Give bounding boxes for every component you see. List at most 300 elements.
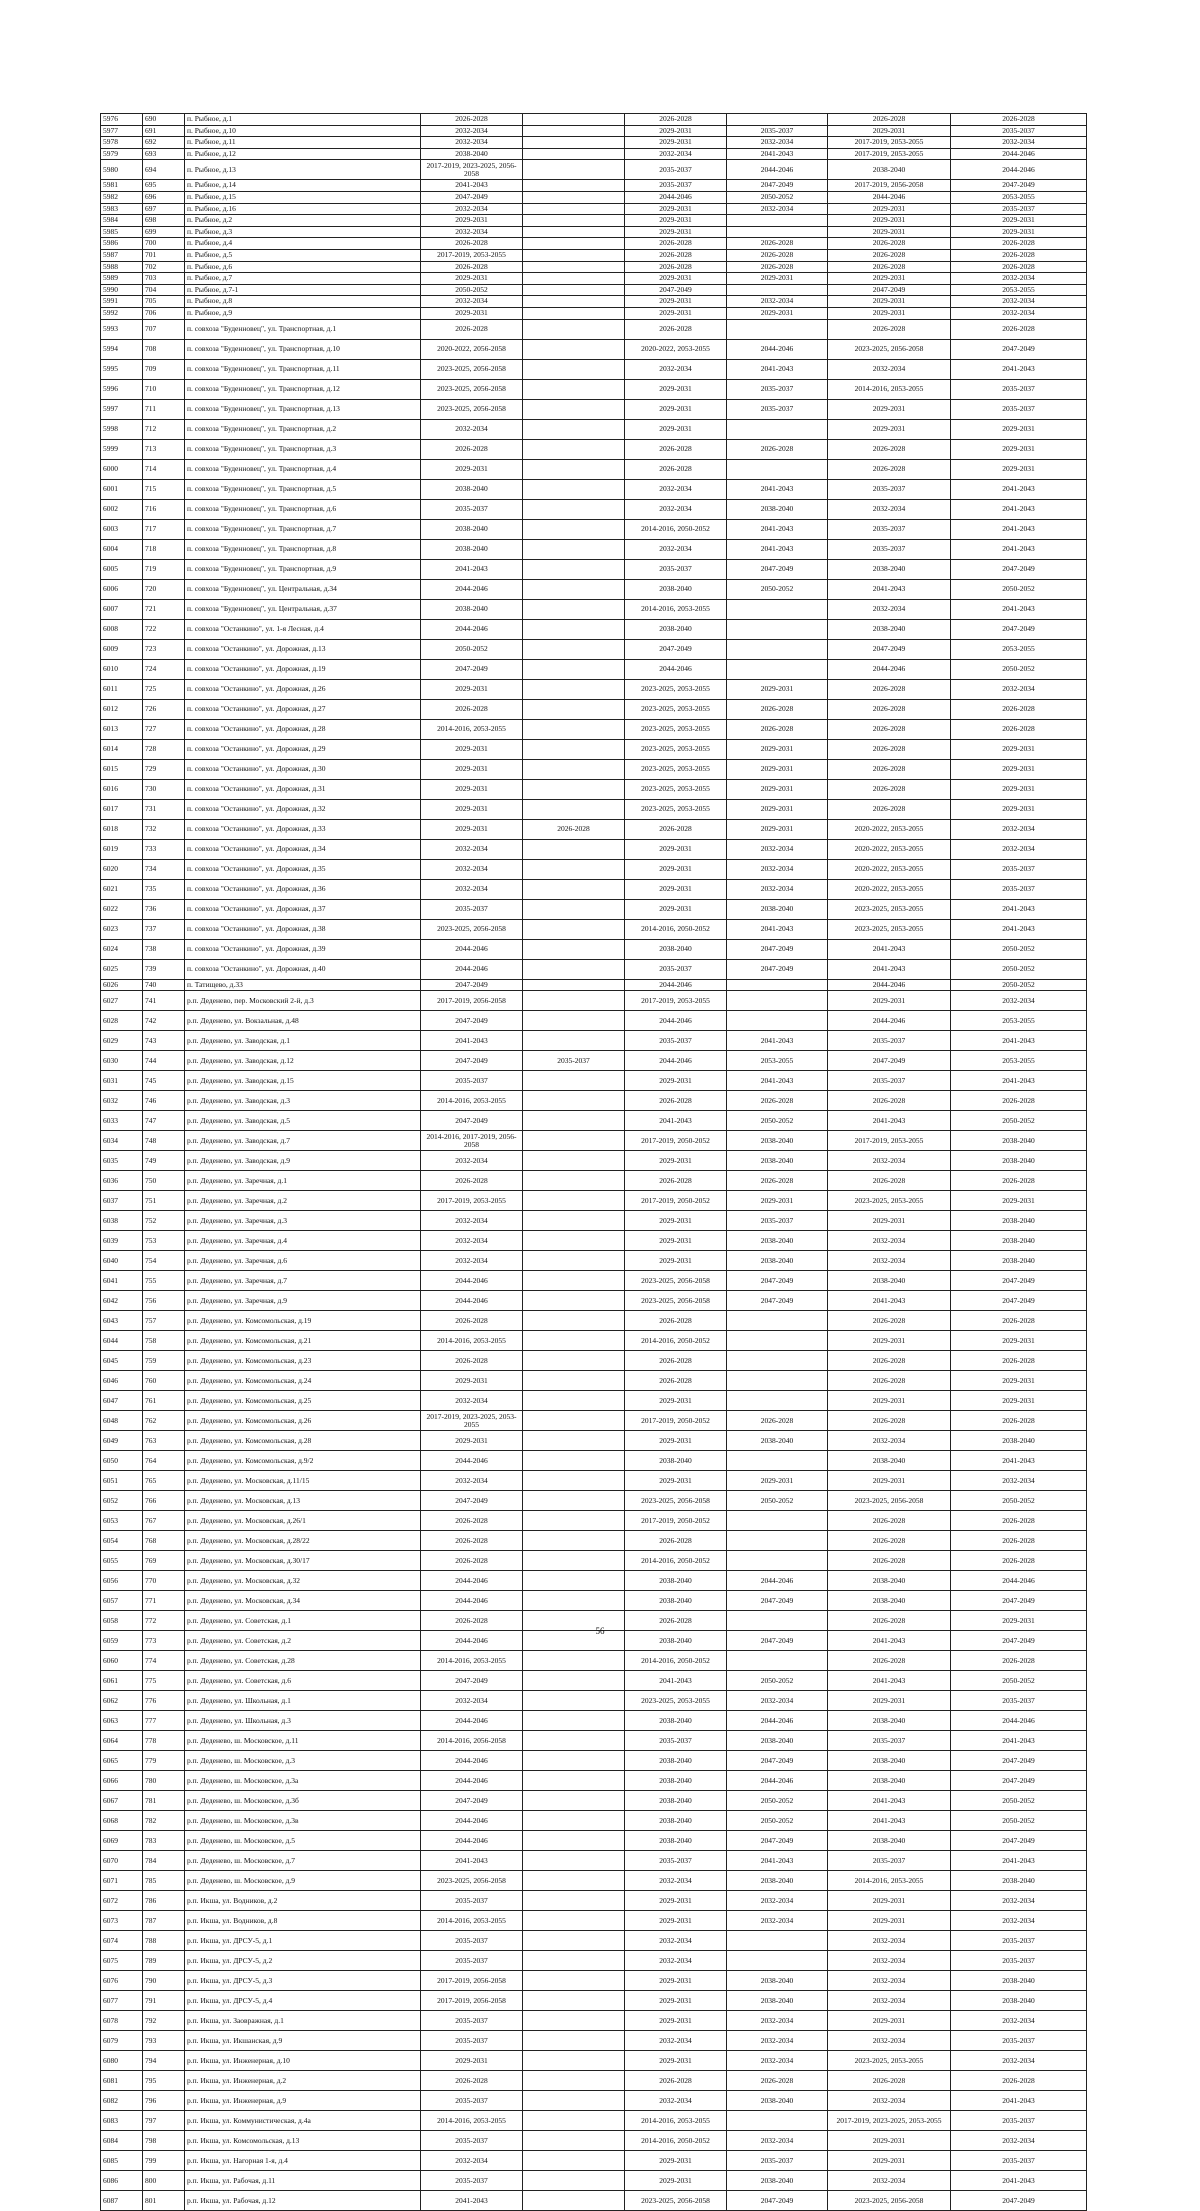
period-col-5-cell: 2029-2031 [828,2011,951,2031]
period-col-5-cell: 2035-2037 [828,1031,951,1051]
address-cell: р.п. Икша, ул. Коммунистическая, д.4а [185,2111,421,2131]
period-col-4-cell [727,1951,828,1971]
row-number-cell: 5995 [101,359,143,379]
period-col-5-cell: 2023-2025, 2056-2058 [828,1491,951,1511]
period-col-6-cell: 2029-2031 [951,779,1087,799]
period-col-1-cell: 2038-2040 [421,599,523,619]
period-col-6-cell: 2041-2043 [951,1451,1087,1471]
period-col-2-cell [523,979,625,991]
period-col-5-cell: 2026-2028 [828,114,951,126]
period-col-1-cell: 2044-2046 [421,579,523,599]
row-number-cell: 6017 [101,799,143,819]
period-col-5-cell: 2026-2028 [828,1311,951,1331]
item-number-cell: 797 [143,2111,185,2131]
period-col-6-cell: 2035-2037 [951,125,1087,137]
row-number-cell: 6021 [101,879,143,899]
table-row [101,1231,1087,1251]
period-col-3-cell: 2035-2037 [625,160,727,180]
row-number-cell: 6011 [101,679,143,699]
row-number-cell: 6000 [101,459,143,479]
period-col-5-cell: 2029-2031 [828,1471,951,1491]
period-col-3-cell: 2038-2040 [625,1811,727,1831]
period-col-6-cell: 2044-2046 [951,160,1087,180]
period-col-6-cell: 2047-2049 [951,1771,1087,1791]
period-col-2-cell [523,226,625,238]
table-row [101,979,1087,991]
period-col-4-cell: 2035-2037 [727,2151,828,2171]
period-col-1-cell: 2047-2049 [421,979,523,991]
item-number-cell: 782 [143,1811,185,1831]
item-number-cell: 799 [143,2151,185,2171]
period-col-1-cell: 2026-2028 [421,1531,523,1551]
period-col-5-cell: 2032-2034 [828,359,951,379]
address-cell: п. совхоза "Останкино", ул. Дорожная, д.13 [185,639,421,659]
period-col-2-cell [523,137,625,149]
row-number-cell: 6013 [101,719,143,739]
period-col-5-cell: 2032-2034 [828,499,951,519]
period-col-4-cell: 2038-2040 [727,1251,828,1271]
item-number-cell: 726 [143,699,185,719]
period-col-6-cell: 2026-2028 [951,1091,1087,1111]
period-col-6-cell: 2047-2049 [951,2191,1087,2211]
period-col-5-cell: 2014-2016, 2053-2055 [828,379,951,399]
period-col-3-cell: 2038-2040 [625,1791,727,1811]
table-row [101,479,1087,499]
period-col-4-cell [727,1311,828,1331]
period-col-3-cell: 2014-2016, 2050-2052 [625,1551,727,1571]
period-col-1-cell: 2014-2016, 2056-2058 [421,1731,523,1751]
item-number-cell: 707 [143,319,185,339]
period-col-3-cell: 2029-2031 [625,1471,727,1491]
period-col-5-cell: 2032-2034 [828,1991,951,2011]
table-row [101,180,1087,192]
table-row [101,125,1087,137]
period-col-6-cell: 2026-2028 [951,1531,1087,1551]
registry-sheet [100,113,1086,2211]
table-row [101,799,1087,819]
period-col-3-cell: 2023-2025, 2053-2055 [625,799,727,819]
period-col-3-cell: 2029-2031 [625,1151,727,1171]
row-number-cell: 6022 [101,899,143,919]
row-number-cell: 6064 [101,1731,143,1751]
period-col-1-cell: 2014-2016, 2053-2055 [421,1331,523,1351]
period-col-4-cell: 2032-2034 [727,859,828,879]
address-cell: р.п. Икша, ул. ДРСУ-5, д.1 [185,1931,421,1951]
period-col-2-cell [523,399,625,419]
period-col-4-cell: 2044-2046 [727,1771,828,1791]
table-row [101,1291,1087,1311]
period-col-5-cell: 2047-2049 [828,284,951,296]
table-row [101,203,1087,215]
period-col-5-cell: 2038-2040 [828,1771,951,1791]
period-col-6-cell: 2038-2040 [951,1431,1087,1451]
period-col-2-cell [523,1471,625,1491]
period-col-3-cell: 2017-2019, 2050-2052 [625,1131,727,1151]
address-cell: п. совхоза "Останкино", ул. Дорожная, д.29 [185,739,421,759]
table-row [101,296,1087,308]
address-cell: п. совхоза "Останкино", ул. Дорожная, д.37 [185,899,421,919]
period-col-2-cell [523,499,625,519]
period-col-5-cell: 2032-2034 [828,1251,951,1271]
row-number-cell: 6030 [101,1051,143,1071]
address-cell: р.п. Деденево, ул. Заречная, д.7 [185,1271,421,1291]
period-col-3-cell: 2029-2031 [625,1251,727,1271]
period-col-3-cell: 2029-2031 [625,1431,727,1451]
period-col-2-cell [523,125,625,137]
period-col-5-cell: 2026-2028 [828,679,951,699]
period-col-3-cell: 2029-2031 [625,125,727,137]
period-col-6-cell: 2050-2052 [951,939,1087,959]
period-col-6-cell: 2026-2028 [951,1171,1087,1191]
item-number-cell: 778 [143,1731,185,1751]
period-col-1-cell: 2029-2031 [421,1371,523,1391]
period-col-6-cell: 2035-2037 [951,379,1087,399]
row-number-cell: 6074 [101,1931,143,1951]
item-number-cell: 793 [143,2031,185,2051]
period-col-6-cell: 2041-2043 [951,539,1087,559]
period-col-2-cell [523,1411,625,1431]
row-number-cell: 6073 [101,1911,143,1931]
period-col-6-cell: 2047-2049 [951,1291,1087,1311]
item-number-cell: 763 [143,1431,185,1451]
period-col-1-cell: 2029-2031 [421,739,523,759]
address-cell: п. совхоза "Буденновец", ул. Транспортная, д.12 [185,379,421,399]
period-col-5-cell: 2038-2040 [828,619,951,639]
table-row [101,249,1087,261]
table-row [101,539,1087,559]
period-col-1-cell: 2041-2043 [421,2191,523,2211]
registry-body [101,114,1087,2211]
period-col-6-cell: 2029-2031 [951,1371,1087,1391]
period-col-2-cell [523,339,625,359]
period-col-1-cell: 2035-2037 [421,2011,523,2031]
row-number-cell: 6014 [101,739,143,759]
period-col-3-cell: 2029-2031 [625,273,727,285]
period-col-2-cell [523,739,625,759]
period-col-4-cell [727,226,828,238]
period-col-3-cell: 2026-2028 [625,261,727,273]
period-col-5-cell: 2026-2028 [828,699,951,719]
item-number-cell: 751 [143,1191,185,1211]
row-number-cell: 6028 [101,1011,143,1031]
period-col-4-cell: 2029-2031 [727,819,828,839]
period-col-5-cell: 2026-2028 [828,1651,951,1671]
period-col-6-cell: 2029-2031 [951,739,1087,759]
period-col-1-cell: 2044-2046 [421,1711,523,1731]
period-col-2-cell [523,1451,625,1471]
period-col-2-cell [523,160,625,180]
period-col-3-cell: 2038-2040 [625,619,727,639]
period-col-4-cell: 2032-2034 [727,296,828,308]
table-row [101,599,1087,619]
period-col-6-cell: 2029-2031 [951,226,1087,238]
period-col-5-cell: 2029-2031 [828,1391,951,1411]
row-number-cell: 6039 [101,1231,143,1251]
period-col-1-cell: 2026-2028 [421,439,523,459]
table-row [101,1431,1087,1451]
period-col-6-cell: 2041-2043 [951,2171,1087,2191]
address-cell: р.п. Деденево, ул. Советская, д.2 [185,1631,421,1651]
address-cell: р.п. Деденево, ул. Школьная, д.1 [185,1691,421,1711]
period-col-5-cell: 2029-2031 [828,307,951,319]
period-col-6-cell: 2026-2028 [951,261,1087,273]
period-col-5-cell: 2032-2034 [828,599,951,619]
item-number-cell: 800 [143,2171,185,2191]
row-number-cell: 6006 [101,579,143,599]
period-col-3-cell: 2026-2028 [625,114,727,126]
row-number-cell: 6024 [101,939,143,959]
period-col-6-cell: 2038-2040 [951,1991,1087,2011]
period-col-3-cell: 2044-2046 [625,659,727,679]
period-col-1-cell: 2047-2049 [421,1671,523,1691]
item-number-cell: 715 [143,479,185,499]
item-number-cell: 703 [143,273,185,285]
period-col-5-cell: 2026-2028 [828,779,951,799]
period-col-5-cell: 2041-2043 [828,579,951,599]
period-col-1-cell: 2050-2052 [421,284,523,296]
period-col-3-cell: 2029-2031 [625,1911,727,1931]
table-row [101,1771,1087,1791]
period-col-3-cell: 2029-2031 [625,1391,727,1411]
period-col-4-cell: 2032-2034 [727,2131,828,2151]
period-col-5-cell: 2029-2031 [828,1911,951,1931]
period-col-4-cell: 2029-2031 [727,1191,828,1211]
period-col-2-cell [523,1691,625,1711]
period-col-2-cell [523,1351,625,1371]
item-number-cell: 787 [143,1911,185,1931]
table-row [101,114,1087,126]
period-col-6-cell: 2029-2031 [951,1331,1087,1351]
table-row [101,879,1087,899]
period-col-5-cell: 2029-2031 [828,399,951,419]
period-col-1-cell: 2032-2034 [421,1471,523,1491]
address-cell: п. Рыбное, д.13 [185,160,421,180]
row-number-cell: 5976 [101,114,143,126]
item-number-cell: 760 [143,1371,185,1391]
period-col-4-cell: 2032-2034 [727,203,828,215]
period-col-2-cell [523,779,625,799]
period-col-3-cell: 2047-2049 [625,284,727,296]
period-col-5-cell: 2026-2028 [828,2071,951,2091]
period-col-6-cell: 2053-2055 [951,1011,1087,1031]
period-col-3-cell: 2017-2019, 2050-2052 [625,1191,727,1211]
period-col-2-cell [523,639,625,659]
period-col-3-cell: 2032-2034 [625,1951,727,1971]
period-col-6-cell: 2050-2052 [951,959,1087,979]
period-col-1-cell: 2023-2025, 2056-2058 [421,399,523,419]
address-cell: р.п. Деденево, ул. Заводская, д.1 [185,1031,421,1051]
item-number-cell: 767 [143,1511,185,1531]
row-number-cell: 5997 [101,399,143,419]
period-col-3-cell: 2014-2016, 2053-2055 [625,599,727,619]
table-row [101,1031,1087,1051]
period-col-2-cell [523,1771,625,1791]
row-number-cell: 6025 [101,959,143,979]
item-number-cell: 724 [143,659,185,679]
table-row [101,226,1087,238]
period-col-3-cell: 2041-2043 [625,1671,727,1691]
period-col-1-cell: 2017-2019, 2053-2055 [421,249,523,261]
address-cell: п. совхоза "Буденновец", ул. Транспортная, д.1 [185,319,421,339]
period-col-2-cell [523,2071,625,2091]
address-cell: р.п. Деденево, ул. Советская, д.28 [185,1651,421,1671]
period-col-5-cell: 2032-2034 [828,2031,951,2051]
table-row [101,1911,1087,1931]
table-row [101,137,1087,149]
row-number-cell: 6060 [101,1651,143,1671]
row-number-cell: 5985 [101,226,143,238]
period-col-3-cell: 2035-2037 [625,180,727,192]
item-number-cell: 780 [143,1771,185,1791]
table-row [101,379,1087,399]
period-col-1-cell: 2026-2028 [421,1351,523,1371]
period-col-6-cell: 2041-2043 [951,1071,1087,1091]
table-row [101,1471,1087,1491]
table-row [101,1751,1087,1771]
table-row [101,2011,1087,2031]
address-cell: р.п. Деденево, ул. Советская, д.1 [185,1611,421,1631]
period-col-5-cell: 2038-2040 [828,1451,951,1471]
period-col-5-cell: 2035-2037 [828,1071,951,1091]
period-col-1-cell: 2017-2019, 2023-2025, 2056-2058 [421,160,523,180]
address-cell: р.п. Икша, ул. Инженерная, д.2 [185,2071,421,2091]
table-row [101,679,1087,699]
table-row [101,215,1087,227]
period-col-1-cell: 2032-2034 [421,1151,523,1171]
period-col-4-cell [727,1391,828,1411]
item-number-cell: 706 [143,307,185,319]
period-col-5-cell: 2023-2025, 2053-2055 [828,2051,951,2071]
period-col-6-cell: 2026-2028 [951,1351,1087,1371]
period-col-6-cell: 2029-2031 [951,439,1087,459]
period-col-4-cell: 2026-2028 [727,1411,828,1431]
period-col-6-cell: 2032-2034 [951,679,1087,699]
period-col-3-cell: 2029-2031 [625,839,727,859]
table-row [101,1191,1087,1211]
address-cell: р.п. Деденево, ш. Московское, д.11 [185,1731,421,1751]
period-col-2-cell [523,1811,625,1831]
item-number-cell: 771 [143,1591,185,1611]
period-col-5-cell: 2026-2028 [828,439,951,459]
period-col-3-cell: 2029-2031 [625,399,727,419]
period-col-2-cell [523,203,625,215]
table-row [101,759,1087,779]
period-col-3-cell: 2035-2037 [625,559,727,579]
period-col-6-cell: 2050-2052 [951,1111,1087,1131]
period-col-3-cell: 2029-2031 [625,203,727,215]
period-col-4-cell: 2050-2052 [727,1811,828,1831]
item-number-cell: 714 [143,459,185,479]
period-col-2-cell [523,699,625,719]
period-col-6-cell: 2032-2034 [951,307,1087,319]
row-number-cell: 6072 [101,1891,143,1911]
table-row [101,1491,1087,1511]
period-col-6-cell: 2026-2028 [951,319,1087,339]
table-row [101,1511,1087,1531]
item-number-cell: 757 [143,1311,185,1331]
period-col-2-cell [523,1151,625,1171]
period-col-5-cell: 2038-2040 [828,1711,951,1731]
period-col-6-cell: 2047-2049 [951,619,1087,639]
row-number-cell: 6087 [101,2191,143,2211]
period-col-6-cell: 2029-2031 [951,459,1087,479]
item-number-cell: 754 [143,1251,185,1271]
period-col-3-cell: 2032-2034 [625,359,727,379]
period-col-4-cell: 2044-2046 [727,1571,828,1591]
period-col-5-cell: 2038-2040 [828,1271,951,1291]
address-cell: р.п. Деденево, ул. Заречная, д.1 [185,1171,421,1191]
period-col-3-cell: 2026-2028 [625,249,727,261]
row-number-cell: 6053 [101,1511,143,1531]
period-col-2-cell [523,1491,625,1511]
table-row [101,359,1087,379]
row-number-cell: 6041 [101,1271,143,1291]
table-row [101,1731,1087,1751]
period-col-4-cell: 2050-2052 [727,1671,828,1691]
row-number-cell: 6008 [101,619,143,639]
period-col-6-cell: 2038-2040 [951,1131,1087,1151]
period-col-4-cell: 2041-2043 [727,519,828,539]
period-col-5-cell: 2041-2043 [828,1671,951,1691]
period-col-4-cell: 2026-2028 [727,261,828,273]
table-row [101,1671,1087,1691]
period-col-1-cell: 2035-2037 [421,499,523,519]
item-number-cell: 699 [143,226,185,238]
period-col-2-cell [523,1031,625,1051]
period-col-4-cell: 2047-2049 [727,1751,828,1771]
table-row [101,160,1087,180]
period-col-5-cell: 2023-2025, 2056-2058 [828,339,951,359]
period-col-5-cell: 2041-2043 [828,959,951,979]
table-row [101,238,1087,250]
period-col-5-cell: 2026-2028 [828,459,951,479]
item-number-cell: 721 [143,599,185,619]
address-cell: п. Рыбное, д.7 [185,273,421,285]
item-number-cell: 772 [143,1611,185,1631]
period-col-2-cell [523,1851,625,1871]
period-col-1-cell: 2026-2028 [421,1171,523,1191]
period-col-2-cell [523,2051,625,2071]
period-col-1-cell: 2047-2049 [421,191,523,203]
table-row [101,419,1087,439]
period-col-6-cell: 2047-2049 [951,1751,1087,1771]
table-row [101,1351,1087,1371]
period-col-1-cell: 2026-2028 [421,2071,523,2091]
period-col-2-cell [523,659,625,679]
table-row [101,1391,1087,1411]
address-cell: п. совхоза "Буденновец", ул. Центральная, д.37 [185,599,421,619]
table-row [101,1531,1087,1551]
period-col-4-cell: 2047-2049 [727,959,828,979]
period-col-1-cell: 2038-2040 [421,479,523,499]
period-col-6-cell: 2029-2031 [951,419,1087,439]
row-number-cell: 6057 [101,1591,143,1611]
period-col-6-cell: 2038-2040 [951,1871,1087,1891]
period-col-6-cell: 2035-2037 [951,2111,1087,2131]
table-row [101,459,1087,479]
period-col-1-cell: 2044-2046 [421,1591,523,1611]
period-col-1-cell: 2026-2028 [421,1611,523,1631]
row-number-cell: 6084 [101,2131,143,2151]
period-col-6-cell: 2050-2052 [951,1491,1087,1511]
row-number-cell: 5983 [101,203,143,215]
period-col-3-cell: 2032-2034 [625,1871,727,1891]
period-col-2-cell [523,1931,625,1951]
table-row [101,919,1087,939]
row-number-cell: 5996 [101,379,143,399]
row-number-cell: 5998 [101,419,143,439]
period-col-4-cell: 2041-2043 [727,1071,828,1091]
